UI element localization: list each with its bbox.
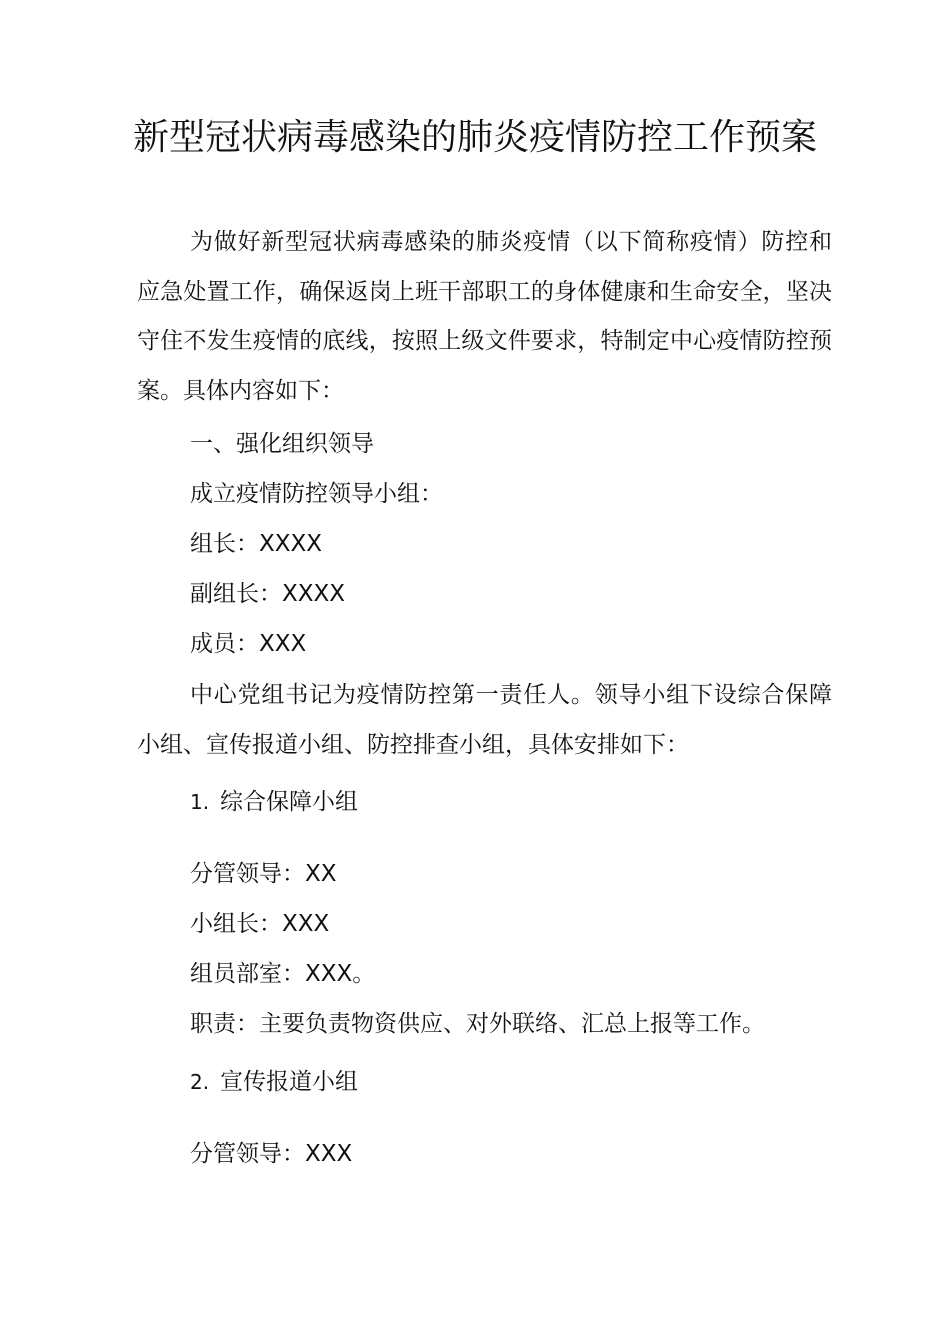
- responsibility-paragraph: 中心党组书记为疫情防控第一责任人。领导小组下设综合保障小组、宣传报道小组、防控排查小组，具体安排如下：: [137, 682, 832, 758]
- group2-name: 宣传报道小组: [220, 1069, 358, 1095]
- document-title: 新型冠状病毒感染的肺炎疫情防控工作预案: [132, 117, 817, 158]
- deputy-leader-line: 副组长：XXXX: [190, 581, 346, 607]
- group2-supervisor: 分管领导：XXX: [190, 1141, 353, 1167]
- leader-line: 组长：XXXX: [190, 531, 323, 557]
- group1-number: 1.: [190, 790, 210, 814]
- group1-name: 综合保障小组: [220, 789, 358, 815]
- intro-paragraph: 为做好新型冠状病毒感染的肺炎疫情（以下简称疫情）防控和应急处置工作，确保返岗上班干部职工的身体健康和生命安全，坚决守住不发生疫情的底线，按照上级文件要求，特制定中心疫情防控预案。具体内容如下：: [137, 229, 832, 404]
- group1-heading: [190, 787, 358, 817]
- group1-supervisor: 分管领导：XX: [190, 861, 337, 887]
- group1-leader: 小组长：XXX: [190, 911, 330, 937]
- members-line: 成员：XXX: [190, 631, 307, 657]
- leading-group-intro: 成立疫情防控领导小组：: [190, 481, 443, 507]
- group2-heading: [190, 1067, 358, 1097]
- section-heading: 一、强化组织领导: [190, 431, 374, 457]
- group1-member-dept: 组员部室：XXX。: [190, 961, 376, 987]
- group2-number: 2.: [190, 1070, 210, 1094]
- group1-duty: 职责：主要负责物资供应、对外联络、汇总上报等工作。: [190, 1011, 765, 1037]
